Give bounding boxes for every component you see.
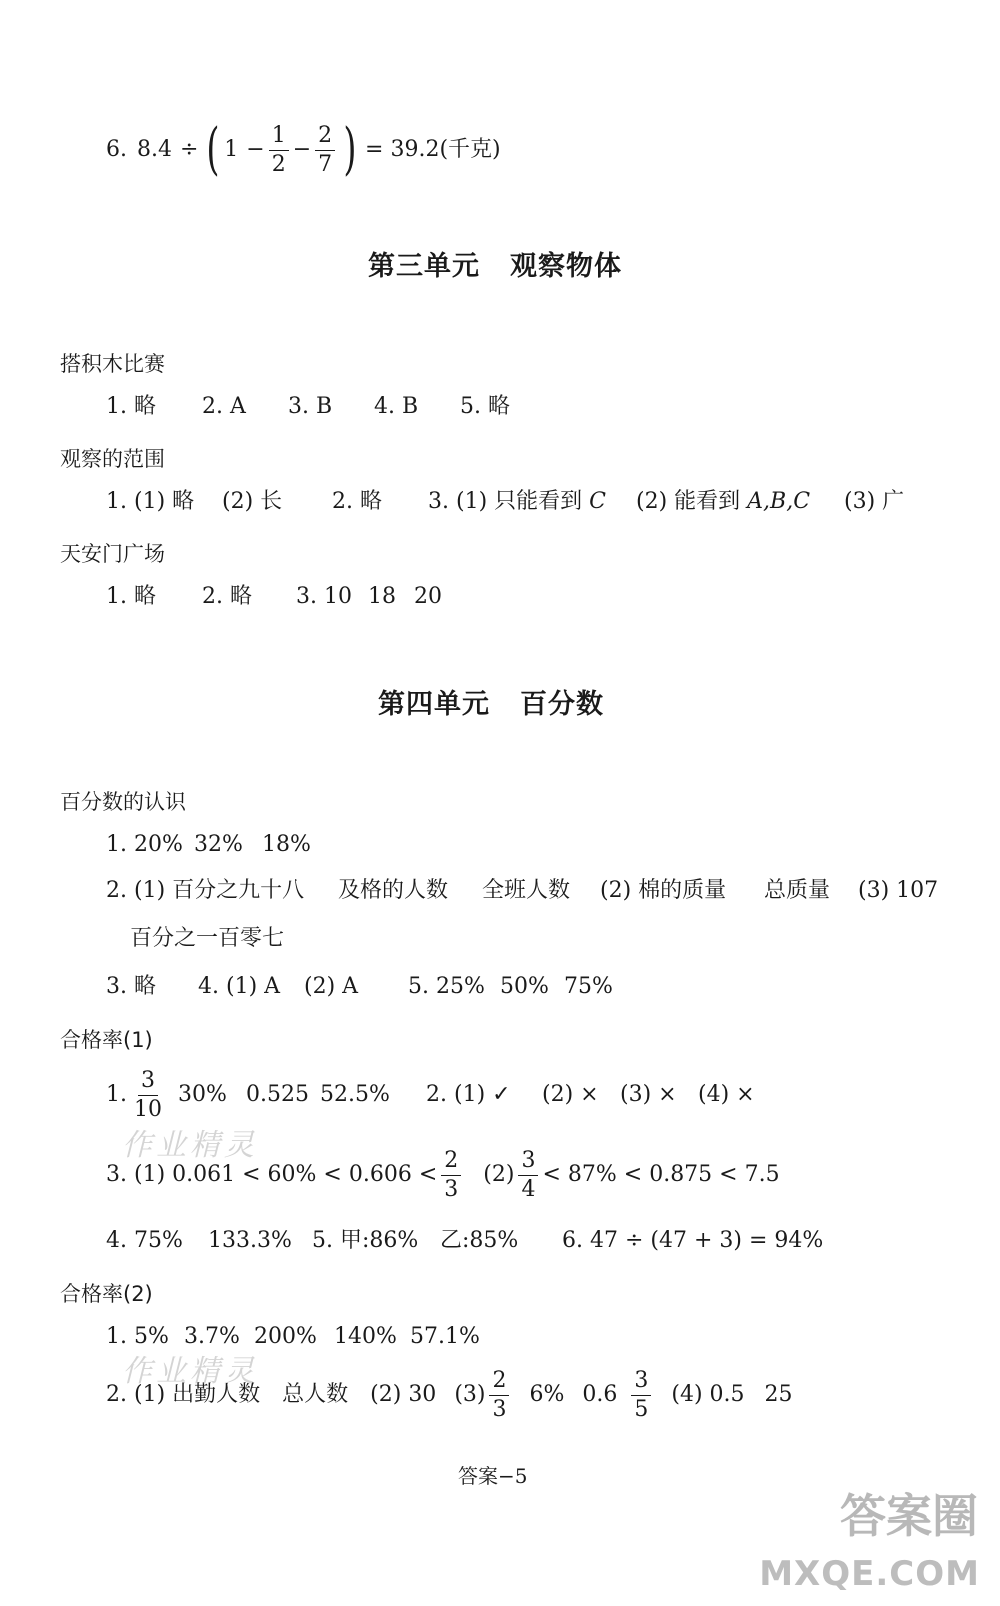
- fraction-2-3: $\frac{2}{3}$: [441, 1149, 461, 1200]
- fraction-2-3-b: $\frac{2}{3}$: [489, 1369, 509, 1420]
- fraction-3-10: $\frac{3}{10}$: [134, 1068, 162, 1122]
- unit-3-heading: 第三单元 观察物体: [368, 251, 622, 282]
- section-title-pass-rate-2: 合格率(2): [60, 1282, 153, 1306]
- left-paren: (: [206, 117, 220, 182]
- section-title-pass-rate-1: 合格率(1): [60, 1028, 153, 1052]
- site-url: MXQE.COM: [759, 1554, 980, 1594]
- fraction-1-2: $\frac{1}{2}$: [269, 124, 289, 175]
- fraction-3-5: $\frac{3}{5}$: [631, 1369, 651, 1420]
- formula-line-6: 6. 8.4 ÷ ( 1 − $\frac{1}{2}$ − $\frac{2}{7}$ ) = 39.2(千克): [106, 117, 501, 182]
- fraction-3-4: $\frac{3}{4}$: [518, 1149, 538, 1200]
- section-title-observation-range: 观察的范围: [60, 447, 165, 471]
- section-title-building-blocks: 搭积木比赛: [60, 352, 165, 376]
- answers-pass-rate-1-line-1: 1. $\frac{3}{10}$ 30% 0.525 52.5% 2. (1) ✓ (2) × (3) × (4) ×: [106, 1068, 755, 1122]
- watermark-2: 作业精灵: [122, 1354, 258, 1389]
- right-paren: ): [343, 117, 357, 182]
- page-number: 答案−5: [458, 1464, 528, 1488]
- answers-pass-rate-2-line-2: 2. (1) 出勤人数 总人数 (2) 30 (3) $\frac{2}{3}$ 6% 0.6 $\frac{3}{5}$ (4) 0.5 25: [106, 1368, 793, 1422]
- watermark-1: 作业精灵: [122, 1128, 258, 1163]
- site-logo: 答案圈: [840, 1489, 978, 1543]
- answers-percent-line-2b: 百分之一百零七: [130, 926, 285, 951]
- unit-4-heading: 第四单元 百分数: [378, 689, 604, 720]
- section-title-tiananmen: 天安门广场: [60, 542, 165, 566]
- section-title-percent-intro: 百分数的认识: [60, 790, 186, 814]
- fraction-2-7: $\frac{2}{7}$: [315, 124, 335, 175]
- answers-pass-rate-1-line-2: 3. (1) 0.061 < 60% < 0.606 < $\frac{2}{3}$ (2) $\frac{3}{4}$ < 87% < 0.875 < 7.5: [106, 1148, 780, 1202]
